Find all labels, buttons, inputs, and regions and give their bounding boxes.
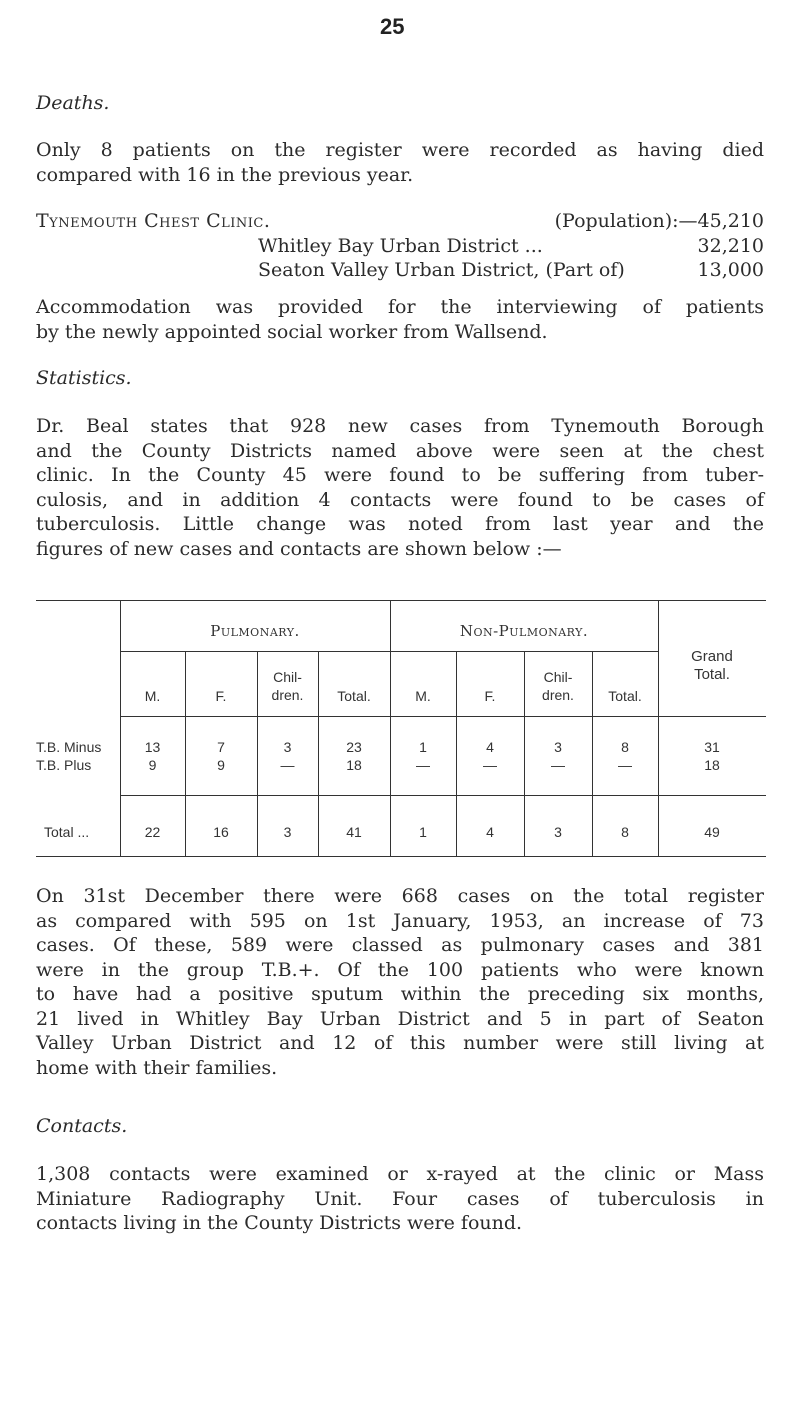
paragraph-line: tuberculosis. Little change was noted from last year and the [36, 513, 764, 535]
paragraph-line: 21 lived in Whitley Bay Urban District and 5 in part of Seaton [36, 1007, 764, 1030]
total-cell: 3 [554, 824, 562, 840]
register-paragraph [36, 884, 764, 1080]
paragraph-line: by the newly appointed social worker from Wallsend. [36, 320, 548, 343]
paragraph-line: Valley Urban District and 12 of this number were still living at [36, 1032, 764, 1054]
group-header-pulmonary: Pulmonary. [210, 622, 300, 640]
paragraph-line: clinic. In the County 45 were found to be suffering from tuber- [36, 464, 764, 486]
total-cell: 8 [621, 824, 629, 840]
paragraph-line: to have had a positive sputum within the preceding six months, [36, 983, 764, 1005]
paragraph-line: Accommodation was provided for the interviewing of patients [36, 296, 764, 318]
population-total: (Population):—45,210 [554, 210, 764, 232]
paragraph-line: home with their families. [36, 1056, 278, 1079]
district-label: Whitley Bay Urban District ... [258, 235, 543, 257]
total-cell: 16 [213, 824, 229, 840]
table-cell: 18 [704, 757, 720, 773]
table-cell: — [280, 757, 295, 773]
district-label: Seaton Valley Urban District, (Part of) [258, 259, 625, 281]
table-cell: — [416, 757, 430, 773]
paragraph-line: 1,308 contacts were examined or x-rayed at the clinic or Mass [36, 1163, 764, 1185]
table-rule [120, 651, 658, 652]
table-cell: — [551, 757, 565, 773]
table-rule [658, 600, 659, 856]
table-cell: 3 [283, 739, 292, 755]
statistics-heading: Statistics. [36, 367, 132, 389]
row-label: Total ... [44, 824, 90, 840]
paragraph-line: cases. Of these, 589 were classed as pulmonary cases and 381 [36, 934, 764, 956]
total-cell: 4 [486, 824, 494, 840]
paragraph-line: were in the group T.B.+. Of the 100 patients who were known [36, 958, 764, 981]
contacts-paragraph [36, 1162, 764, 1236]
total-cell: 49 [704, 824, 720, 840]
clinic-name: Tynemouth Chest Clinic. [36, 210, 271, 232]
col-header: M. [415, 688, 431, 704]
col-header: F. [215, 688, 227, 704]
table-rule [36, 856, 766, 857]
row-label: T.B. Plus [36, 757, 92, 773]
col-header: F. [484, 688, 496, 704]
paragraph-line: and the County Districts named above were seen at the chest [36, 439, 764, 462]
table-cell: 9 [148, 757, 157, 773]
grand-total-header-line: Grand [691, 648, 733, 665]
paragraph-line: Only 8 patients on the register were recorded as having died [36, 139, 764, 161]
paragraph-line: On 31st December there were 668 cases on the total register [36, 885, 764, 907]
table-cell: 31 [704, 739, 720, 755]
table-cell: 9 [217, 757, 225, 773]
table-cell: 8 [621, 739, 629, 755]
page-number: 25 [380, 14, 405, 39]
paragraph-line: contacts living in the County Districts were found. [36, 1212, 523, 1234]
col-header: M. [144, 688, 161, 704]
total-cell: 3 [283, 824, 292, 840]
deaths-heading: Deaths. [36, 92, 110, 114]
contacts-heading: Contacts. [36, 1115, 128, 1137]
paragraph-line: Miniature Radiography Unit. Four cases of tuberculosis in [36, 1187, 764, 1210]
table-rule [120, 716, 766, 717]
col-header: Total. [337, 688, 371, 704]
grand-total-header [658, 648, 766, 684]
district-value: 32,210 [697, 235, 764, 257]
district-value: 13,000 [697, 259, 764, 281]
table-cell: 4 [486, 739, 494, 755]
paragraph-line: as compared with 595 on 1st January, 1953, an increase of 73 [36, 909, 764, 932]
total-cell: 41 [346, 824, 362, 840]
table-cell: 13 [144, 739, 161, 755]
table-cell: 1 [419, 739, 427, 755]
paragraph-line: compared with 16 in the previous year. [36, 163, 414, 186]
total-cell: 1 [419, 824, 427, 840]
paragraph-line: figures of new cases and contacts are shown below :— [36, 537, 562, 560]
paragraph-line: culosis, and in addition 4 contacts were found to be cases of [36, 488, 764, 511]
grand-total-header-line: Total. [694, 666, 730, 683]
row-label: T.B. Minus [36, 739, 102, 755]
table-rule [36, 600, 766, 601]
group-header-non-pulmonary: Non-Pulmonary. [459, 622, 589, 640]
col-header: Total. [608, 688, 642, 704]
total-cell: 22 [144, 824, 161, 840]
table-cell: 7 [217, 739, 225, 755]
table-cell: — [483, 757, 497, 773]
table-cell: 3 [554, 739, 562, 755]
table-cell: 23 [346, 739, 362, 755]
table-cell: 18 [346, 757, 362, 773]
col-header: Chil- dren. [542, 669, 574, 703]
paragraph-line: Dr. Beal states that 928 new cases from Tynemouth Borough [36, 415, 764, 437]
col-header: Chil- dren. [271, 669, 304, 703]
table-rule [120, 795, 766, 796]
table-cell: — [618, 757, 632, 773]
